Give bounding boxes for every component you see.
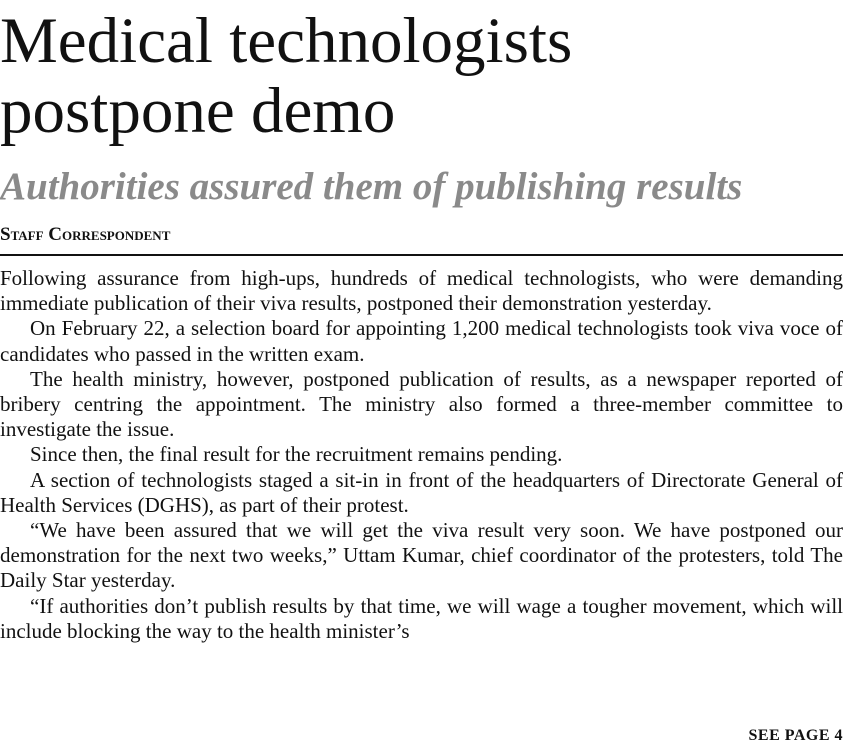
divider-rule	[0, 254, 843, 256]
subheadline: Authorities assured them of publishing results	[0, 165, 743, 208]
article-paragraph: Following assurance from high-ups, hundreds of medical technologists, who were demanding immediate publication of their viva results, postponed their demonstration yesterday.	[0, 266, 843, 316]
article-paragraph: Since then, the final result for the recruitment remains pending.	[30, 442, 563, 467]
article-paragraph: “If authorities don’t publish results by that time, we will wage a tougher movement, which will include blocking the way to the health minister’s	[0, 593, 843, 643]
article-paragraph: A section of technologists staged a sit-in in front of the headquarters of Directorate General of Health Services (DGHS), as part of their protest.	[0, 467, 843, 517]
headline-line-1: Medical technologists	[0, 5, 573, 77]
article-paragraph: On February 22, a selection board for appointing 1,200 medical technologists took viva voce of candidates who passed in the written exam.	[0, 316, 843, 366]
article-body	[0, 266, 843, 716]
article-paragraph: The health ministry, however, postponed publication of results, as a newspaper reported of bribery centring the appointment. The ministry also formed a three-member committee to investigate the issue.	[0, 366, 843, 442]
continuation-jump: SEE PAGE 4	[748, 727, 843, 744]
headline	[0, 6, 843, 146]
article-paragraph: “We have been assured that we will get the viva result very soon. We have postponed our demonstration for the next two weeks,” Uttam Kumar, chief coordinator of the protesters, told The Daily Star yesterday.	[0, 518, 843, 593]
byline: Staff Correspondent	[0, 224, 171, 245]
headline-line-2: postpone demo	[0, 75, 396, 147]
